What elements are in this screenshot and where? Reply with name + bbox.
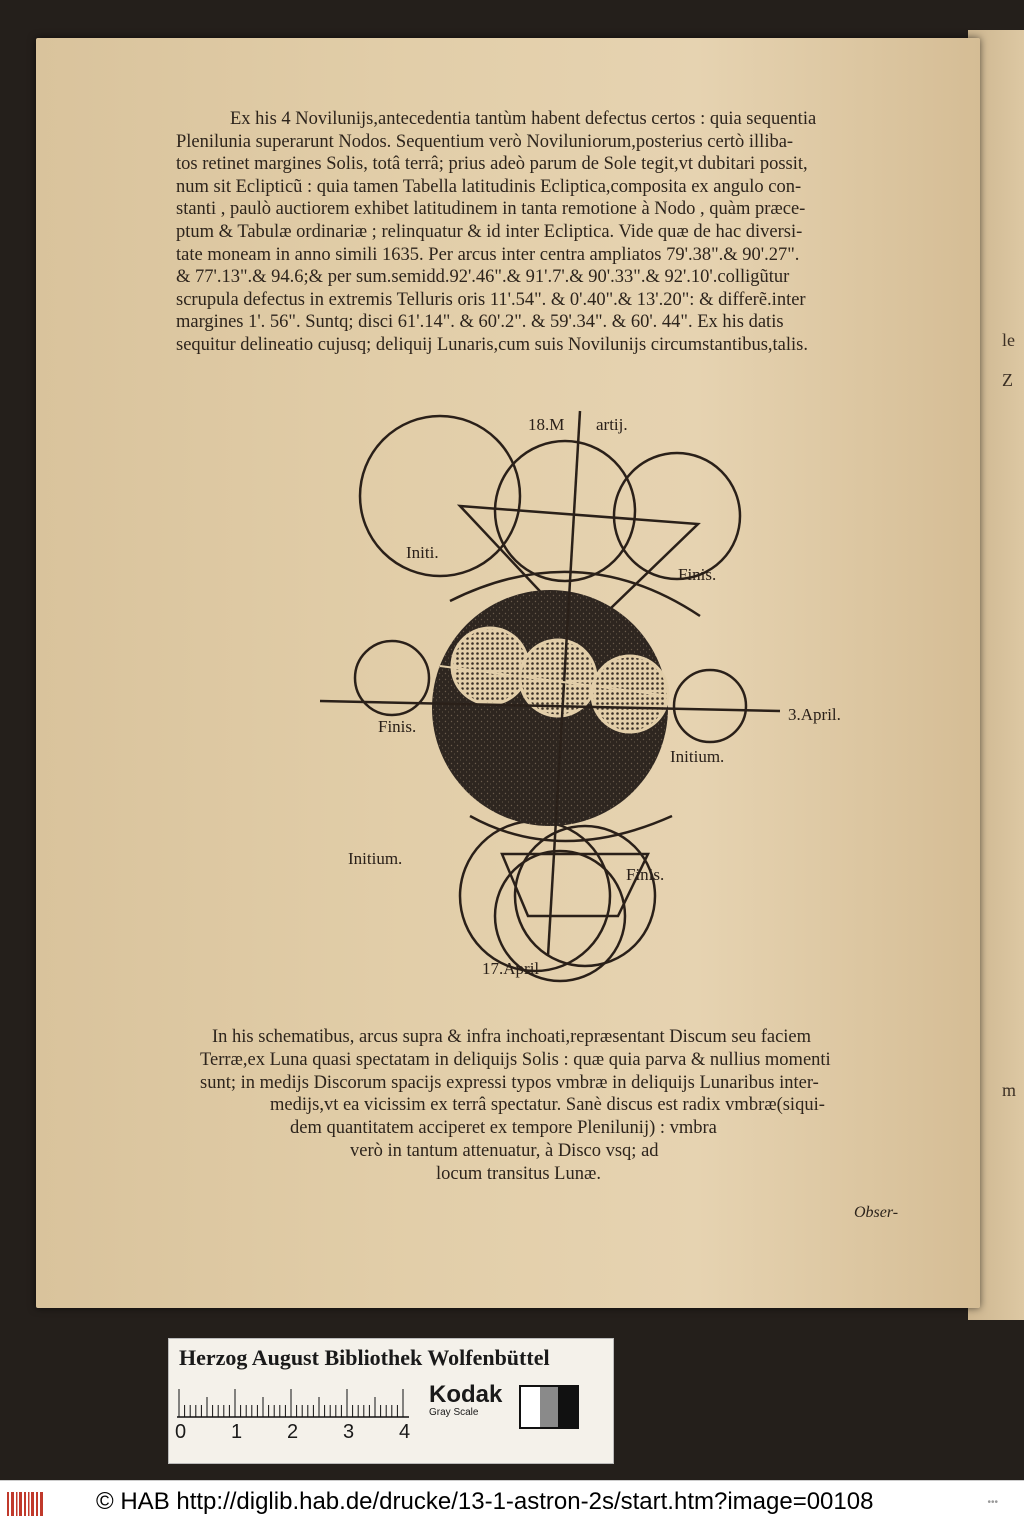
source-url[interactable]: © HAB http://diglib.hab.de/drucke/13-1-astron-2s/start.htm?image=00108 (96, 1488, 874, 1515)
caption-line: sunt; in medijs Discorum spacijs expressi typos vmbræ in deliquijs Lunaribus inter- (200, 1072, 819, 1093)
gray-scale-patches (519, 1385, 579, 1429)
text-line: num sit Eclipticũ : quia tamen Tabella latitudinis Ecliptica,composita ex angulo con- (176, 176, 802, 197)
text-line: & 77'.13".& 94.6;& per sum.semidd.92'.46".& 91'.7'.& 90'.33".& 92'.10'.colligũtur (176, 267, 790, 288)
moon-disc-left (452, 628, 528, 704)
next-page-fragment: le (1002, 330, 1015, 350)
text-line: ptum & Tabulæ ordinariæ ; relinquatur & id inter Ecliptica. Vide quæ de hac diversi- (176, 221, 803, 242)
text-line: Ex his 4 Novilunijs,antecedentia tantùm habent defectus certos : quia sequentia (230, 109, 817, 129)
caption-line: medijs,vt ea vicissim ex terrâ spectatur. Sanè discus est radix vmbræ(siqui- (270, 1095, 825, 1116)
text-line: Plenilunia superarunt Nodos. Sequentium verò Noviluniorum,posterius certò illiba- (176, 131, 794, 152)
ruler-number: 3 (343, 1421, 355, 1443)
ruler-number: 1 (231, 1421, 243, 1443)
footer-dots: ••• (987, 1497, 998, 1508)
text-line: tate moneam in anno simili 1635. Per arcus inter centra ampliatos 79'.38".& 90'.27". (176, 244, 800, 265)
caption-line: locum transitus Lunæ. (436, 1163, 601, 1184)
next-page-fragment: m (1002, 1080, 1017, 1100)
caption-line: Terræ,ex Luna quasi spectatam in deliquijs Solis : quæ quia parva & nullius momenti (200, 1049, 831, 1070)
footer-bar (0, 1480, 1024, 1527)
scale-ruler (175, 1383, 417, 1443)
label-april17: 17.April (482, 959, 540, 978)
text-line: scrupula defectus in extremis Telluris oris 11'.54". & 0'.40".& 13'.20": & differẽ.inter (176, 289, 806, 310)
text-line: tos retinet margines Solis, totâ terrâ; prius adeò parum de Sole tegit,vt dubitari possit, (176, 154, 808, 175)
text-line: margines 1'. 56". Suntq; disci 61'.14". & 60'.2". & 59'.34". & 60'. 44". Ex his datis (176, 312, 784, 333)
ruler-number: 0 (175, 1421, 187, 1443)
disc-right-small (674, 670, 746, 742)
caption-line: In his schematibus, arcus supra & infra inchoati,repræsentant Discum seu faciem (212, 1027, 812, 1047)
caption-line: dem quantitatem acciperet ex tempore Plenilunij) : vmbra (290, 1118, 717, 1139)
caption-text (200, 1026, 920, 1186)
label-april3: 3.April. (788, 705, 841, 724)
label-top: 18.M (528, 415, 565, 434)
kodak-brand: Kodak (429, 1381, 503, 1408)
text-line: sequitur delineatio cujusq; deliquij Lunaris,cum suis Novilunijs circumstantibus,talis. (176, 334, 808, 355)
kodak-logo (429, 1383, 519, 1418)
eclipse-diagram (300, 396, 900, 996)
kodak-subtitle: Gray Scale (429, 1407, 479, 1418)
label-initi: Initi. (406, 543, 439, 562)
caption-line: verò in tantum attenuatur, à Disco vsq; ad (350, 1140, 659, 1161)
label-finis-upper: Finis. (678, 565, 717, 584)
library-name: Herzog August Bibliothek Wolfenbüttel (179, 1345, 550, 1370)
ruler-number: 4 (399, 1421, 411, 1443)
next-page-fragment: Z (1002, 370, 1013, 390)
disc-lower-right (515, 826, 655, 966)
body-text (176, 108, 932, 357)
label-finis-lower: Finis. (626, 865, 665, 884)
label-top2: artij. (596, 415, 628, 434)
color-target-card (168, 1338, 614, 1464)
label-finis-left: Finis. (378, 717, 417, 736)
ruler-number: 2 (287, 1421, 299, 1443)
label-initium-lower: Initium. (348, 849, 403, 868)
disc-lower-left (460, 821, 610, 971)
text-line: stanti , paulò auctiorem exhibet latitudinem in tanta remotione à Nodo , quàm præce- (176, 199, 806, 220)
disc-upper-right (614, 453, 740, 579)
hab-barcode-icon (6, 1489, 46, 1519)
catchword: Obser- (854, 1204, 899, 1221)
label-initium-right: Initium. (670, 747, 725, 766)
